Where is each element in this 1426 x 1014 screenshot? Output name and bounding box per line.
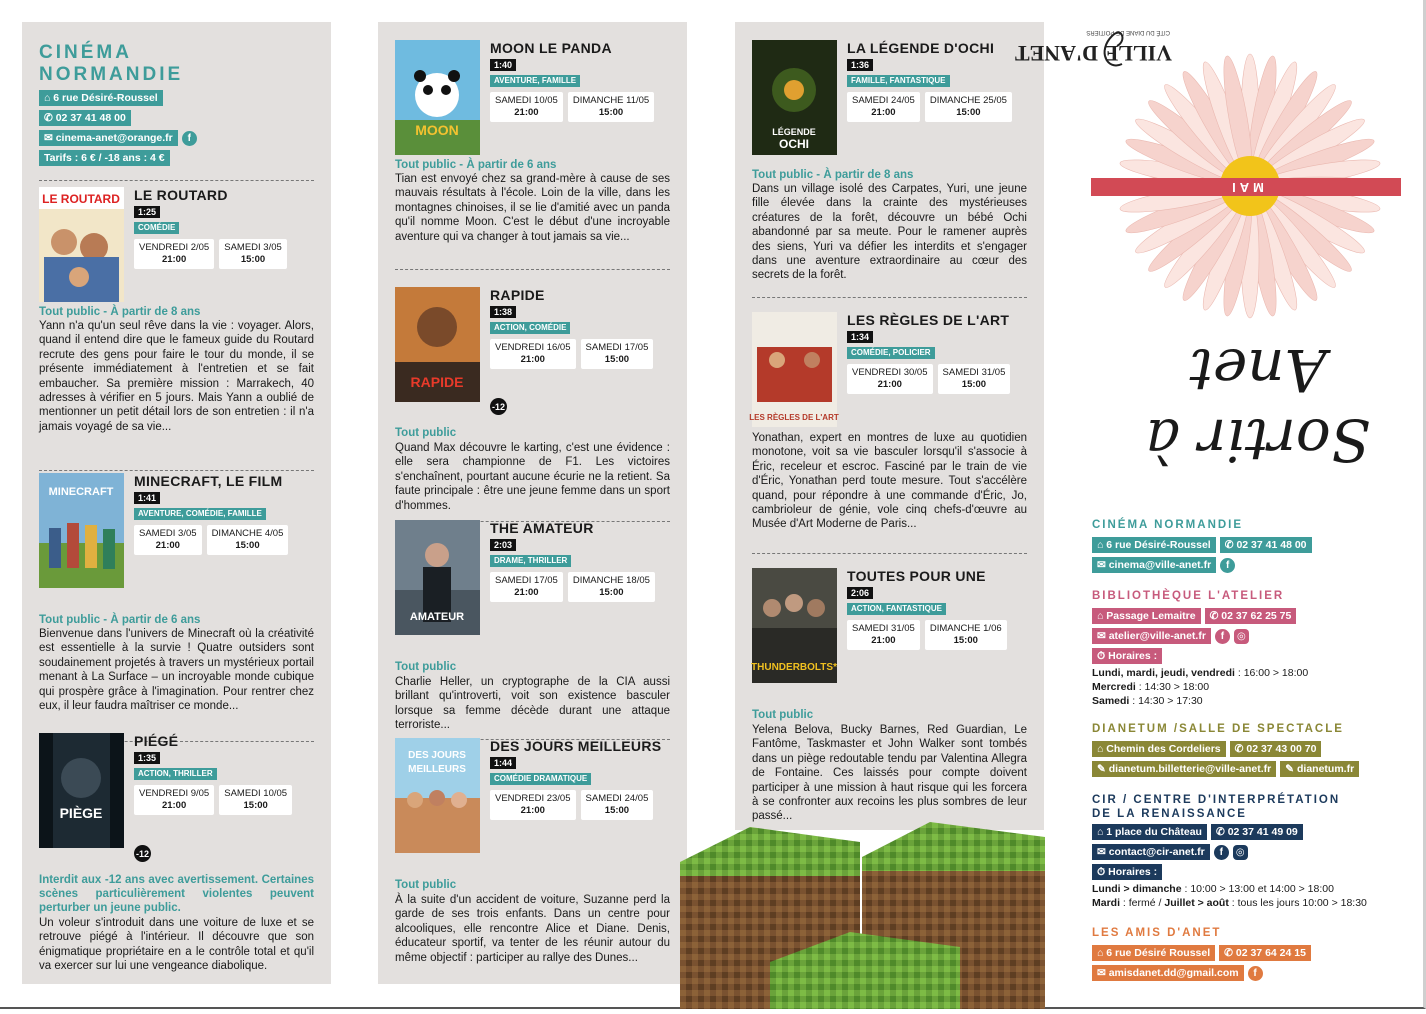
movie-card	[395, 287, 670, 517]
svg-text:LE ROUTARD: LE ROUTARD	[42, 192, 120, 206]
contact-amis-anet	[1092, 926, 1412, 981]
movie-title: THE AMATEUR	[490, 520, 594, 536]
movie-genre: ACTION, THRILLER	[134, 768, 217, 780]
dianetum-address: ⌂ Chemin des Cordeliers	[1092, 741, 1226, 757]
svg-text:LES RÈGLES DE L'ART: LES RÈGLES DE L'ART	[749, 413, 839, 422]
globe-icon: ✎	[1285, 763, 1295, 775]
movie-synopsis: Tian est envoyé chez sa grand-mère à cause de ses mauvais résultats à l'école. Loin de la ville, dans les montagnes chinoises, il se lie d'amitié avec un panda qu'il nomme Moon. C'est le début d'une incroyable aventure qui va changer à tout jamais sa vie...	[395, 173, 670, 243]
age-rating-badge: -12	[134, 845, 151, 862]
pencil-icon: ✎	[1097, 763, 1106, 775]
showtime-1: SAMEDI 17/05 21:00	[490, 572, 563, 602]
movie-card	[749, 312, 1027, 552]
movie-title: LE ROUTARD	[134, 187, 228, 203]
movie-audience: Tout public - À partir de 8 ans	[752, 169, 914, 181]
movie-audience: Tout public	[395, 661, 457, 673]
facebook-icon[interactable]: f	[1248, 966, 1263, 981]
phone-icon: ✆	[1209, 610, 1222, 622]
home-icon: ⌂	[1097, 947, 1107, 959]
showtime-1: VENDREDI 30/05 21:00	[847, 364, 933, 394]
showtime-2: DIMANCHE 25/05 15:00	[925, 92, 1012, 122]
svg-text:MEILLEURS: MEILLEURS	[408, 764, 466, 775]
svg-text:MOON: MOON	[415, 122, 459, 138]
poster-thunderbolts	[752, 568, 837, 683]
movie-audience: Tout public	[395, 427, 457, 439]
cir-hours-1: Lundi > dimanche : 10:00 > 13:00 et 14:00 > 18:00	[1092, 883, 1334, 895]
movie-genre: DRAME, THRILLER	[490, 555, 571, 567]
phone-icon: ✆	[1224, 947, 1236, 959]
svg-text:THUNDERBOLTS*: THUNDERBOLTS*	[751, 662, 837, 673]
showtime-2: SAMEDI 3/05 15:00	[219, 239, 287, 269]
svg-text:CITÉ DU DIANE DE POITIERS: CITÉ DU DIANE DE POITIERS	[1086, 29, 1170, 35]
movie-synopsis: Bienvenue dans l'univers de Minecraft où la créativité est essentielle à la survie ! Quatre outsiders sont soudainement projetés à travers un mystérieux portail menant à La Surface – un incroyable monde cubique qui prospère grâce à l'imagination. Pour rentrer chez eux, il leur faudra maîtriser ce monde...	[39, 628, 314, 713]
movie-synopsis: Yann n'a qu'un seul rêve dans la vie : voyager. Alors, quand il entend dire que le fameux guide du Routard recrute des gens pour faire le tour du monde, il se présente immédiatement à l'entretien et se fait embaucher. Sa première mission : Marrakech, 40 adresses à vérifier en 5 jours. Mais Yann a oublié de mentionner un petit détail lors de son entretien : il n'a jamais voyagé de sa vie...	[39, 320, 314, 433]
poster-ochi	[752, 40, 837, 155]
movie-duration: 2:03	[490, 539, 516, 551]
showtime-2: SAMEDI 24/05 15:00	[581, 790, 654, 820]
contact-bibliotheque	[1092, 589, 1412, 708]
movie-duration: 1:34	[847, 331, 873, 343]
facebook-icon[interactable]: f	[1220, 558, 1235, 573]
showtime-2: SAMEDI 31/05 15:00	[938, 364, 1011, 394]
movie-synopsis: Yonathan, expert en montres de luxe au quotidien monotone, voit sa vie basculer lorsqu'il s'associe à Éric, receleur et escroc. Fasciné par le train de vie d'Éric, Yonathan perd toute mesure. Tout s'accélère quand, pour répondre à une commande d'Éric, Jo, cambrioleur de génie, vole cinq chefs-d'œuvre au Musée d'Art Moderne de Paris...	[752, 432, 1027, 531]
facebook-icon[interactable]: f	[182, 131, 197, 146]
divider	[752, 553, 1027, 554]
biblio-hours-2: Mercredi : 14:30 > 18:00	[1092, 681, 1210, 693]
movie-title: MINECRAFT, LE FILM	[134, 473, 283, 489]
cinema-contact-phone: ✆ 02 37 41 48 00	[1220, 537, 1312, 553]
facebook-icon[interactable]: f	[1215, 629, 1230, 644]
svg-text:MINECRAFT: MINECRAFT	[48, 486, 114, 498]
movie-card	[39, 733, 314, 983]
poster-minecraft	[39, 473, 124, 588]
movie-synopsis: Dans un village isolé des Carpates, Yuri, une jeune fille élevée dans la crainte des mystérieuses créatures de la forêt, découvre un bébé Ochi abandonné par sa meute. Pour le ramener auprès des siens, Yuri va défier les interdits et s'engager dans une aventure extraordinaire au cœur des secrets de la forêt.	[752, 183, 1027, 282]
minecraft-blocks-illustration	[680, 822, 1045, 1009]
movie-genre: COMÉDIE DRAMATIQUE	[490, 773, 591, 785]
movie-title: DES JOURS MEILLEURS	[490, 738, 662, 754]
phone-icon: ✆	[1234, 743, 1247, 755]
month-banner: MAI	[1091, 178, 1401, 196]
biblio-hours-1: Lundi, mardi, jeudi, vendredi : 16:00 > 18:00	[1092, 667, 1309, 679]
movie-genre: COMÉDIE	[134, 222, 179, 234]
showtime-1: VENDREDI 9/05 21:00	[134, 785, 214, 815]
showtime-1: VENDREDI 16/05 21:00	[490, 339, 576, 369]
clock-icon: ⏱	[1097, 866, 1106, 878]
showtime-1: VENDREDI 23/05 21:00	[490, 790, 576, 820]
cinema-tarifs-tag: Tarifs : 6 € / -18 ans : 4 €	[39, 150, 170, 166]
svg-text:OCHI: OCHI	[779, 137, 809, 151]
cinema-title: CINÉMA NORMANDIE	[39, 42, 184, 85]
movie-card	[39, 473, 314, 758]
svg-text:PIÈGE: PIÈGE	[59, 805, 103, 821]
amis-address: ⌂ 6 rue Désiré Roussel	[1092, 945, 1215, 961]
movie-synopsis: Quand Max découvre le karting, c'est une évidence : elle sera championne de F1. Les victoires s'enchaînent, pourtant aucune écurie ne la retient. Sa faute principale : être une jeune femme dans un sport d'hommes.	[395, 442, 670, 512]
contact-cinema	[1092, 518, 1412, 573]
amis-phone: ✆ 02 37 64 24 15	[1219, 945, 1311, 961]
showtime-1: SAMEDI 10/05 21:00	[490, 92, 563, 122]
showtime-1: SAMEDI 24/05 21:00	[847, 92, 920, 122]
movie-title: MOON LE PANDA	[490, 40, 612, 56]
home-icon: ⌂	[1097, 826, 1107, 838]
svg-text:VILLE D'ANET: VILLE D'ANET	[1014, 41, 1172, 66]
cir-address: ⌂ 1 place du Château	[1092, 824, 1207, 840]
showtime-2: DIMANCHE 1/06 15:00	[925, 620, 1007, 650]
cir-hours-label: ⏱ Horaires :	[1092, 864, 1162, 880]
movie-title: LA LÉGENDE D'OCHI	[847, 40, 995, 56]
movie-audience: Tout public	[752, 709, 814, 721]
movie-synopsis: Charlie Heller, un cryptographe de la CIA aussi brillant qu'introverti, voit son existence basculer lorsque sa femme décède durant une attaque terroriste...	[395, 676, 670, 732]
column-3	[735, 22, 1044, 830]
svg-text:LÉGENDE: LÉGENDE	[772, 127, 816, 137]
cinema-phone-tag: ✆ 02 37 41 48 00	[39, 110, 131, 126]
movie-card	[395, 738, 670, 983]
movie-genre: AVENTURE, FAMILLE	[490, 75, 580, 87]
movie-card	[751, 568, 1027, 823]
movie-duration: 1:36	[847, 59, 873, 71]
cir-hours-2: Mardi : fermé / Juillet > août : tous les jours 10:00 > 18:30	[1092, 897, 1367, 909]
biblio-phone: ✆ 02 37 62 25 75	[1205, 608, 1297, 624]
movie-synopsis: Yelena Belova, Bucky Barnes, Red Guardian, Le Fantôme, Taskmaster et John Walker sont tombés dans un piège redoutable tendu par Valentina Allegra de Fontaine. Ces laissés pour compte doivent participer à une mission à haut risque qui les forcera à se confronter aux recoins les plus sombres de leur passé...	[752, 724, 1027, 823]
home-icon: ⌂	[44, 92, 54, 104]
instagram-icon[interactable]: ◎	[1233, 845, 1248, 860]
divider	[752, 297, 1027, 298]
divider	[39, 470, 314, 471]
movie-duration: 1:41	[134, 492, 160, 504]
cir-contact-title: CIR / CENTRE D'INTERPRÉTATION DE LA RENAISSANCE	[1092, 794, 1341, 820]
dianetum-contact-title: DIANETUM /SALLE DE SPECTACLE	[1092, 723, 1344, 735]
amis-email[interactable]: ✉ amisdanet.dd@gmail.com	[1092, 965, 1244, 981]
contact-cir	[1092, 793, 1412, 910]
showtime-2: SAMEDI 10/05 15:00	[219, 785, 292, 815]
movie-audience: Tout public - À partir de 6 ans	[39, 614, 201, 626]
movie-duration: 1:35	[134, 752, 160, 764]
movie-audience: Tout public - À partir de 6 ans	[395, 159, 557, 171]
dianetum-website[interactable]: ✎ dianetum.fr	[1280, 761, 1359, 777]
clock-icon: ⏱	[1097, 650, 1106, 662]
poster-des-jours-meilleurs	[395, 738, 480, 853]
column-1	[22, 22, 331, 984]
facebook-icon[interactable]: f	[1214, 845, 1229, 860]
phone-icon: ✆	[44, 112, 56, 124]
cir-phone: ✆ 02 37 41 49 09	[1211, 824, 1303, 840]
poster-amateur	[395, 520, 480, 635]
movie-genre: AVENTURE, COMÉDIE, FAMILLE	[134, 508, 266, 520]
home-icon: ⌂	[1097, 743, 1107, 755]
biblio-address: ⌂ Passage Lemaitre	[1092, 608, 1201, 624]
mail-icon: ✉	[1097, 846, 1109, 858]
movie-duration: 1:40	[490, 59, 516, 71]
cir-email[interactable]: ✉ contact@cir-anet.fr	[1092, 844, 1210, 860]
movie-card	[395, 40, 670, 285]
movie-synopsis: Un voleur s'introduit dans une voiture de luxe et se retrouve piégé à l'intérieur. Il découvre que son énigmatique propriétaire en a le contrôle total et qu'il va exercer sur lui une vengeance diabolique.	[39, 917, 314, 973]
svg-text:RAPIDE: RAPIDE	[410, 374, 464, 390]
home-icon: ⌂	[1097, 539, 1107, 551]
amis-contact-title: LES AMIS D'ANET	[1092, 927, 1222, 939]
poster-regles-art	[749, 312, 839, 427]
svg-text:AMATEUR: AMATEUR	[409, 611, 465, 623]
movie-synopsis: À la suite d'un accident de voiture, Suzanne perd la garde de ses trois enfants. Dans un centre pour alcooliques, elle rencontre Alice et Diane. Denis, éducateur sportif, va tenter de les réunir autour du même objectif : participer au rallye des Dunes...	[395, 894, 670, 964]
showtime-1: SAMEDI 3/05 21:00	[134, 525, 202, 555]
mail-icon: ✉	[44, 132, 56, 144]
movie-duration: 1:25	[134, 206, 160, 218]
movie-title: TOUTES POUR UNE	[847, 568, 986, 584]
dianetum-phone: ✆ 02 37 43 00 70	[1230, 741, 1322, 757]
column-2	[378, 22, 687, 984]
home-icon: ⌂	[1097, 610, 1107, 622]
movie-title: PIÉGÉ	[134, 733, 179, 749]
showtime-1: VENDREDI 2/05 21:00	[134, 239, 214, 269]
cinema-contact-email[interactable]: ✉ cinema@ville-anet.fr	[1092, 557, 1216, 573]
phone-icon: ✆	[1215, 826, 1228, 838]
biblio-hours-3: Samedi : 14:30 > 17:30	[1092, 695, 1203, 707]
contact-dianetum	[1092, 722, 1412, 777]
cinema-email-tag[interactable]: ✉ cinema-anet@orange.fr	[39, 130, 178, 146]
dianetum-email[interactable]: ✎ dianetum.billetterie@ville-anet.fr	[1092, 761, 1276, 777]
poster-rapide	[395, 287, 480, 402]
movie-audience: Tout public	[395, 879, 457, 891]
movie-card	[752, 40, 1027, 300]
movie-audience: Interdit aux -12 ans avec avertissement. Certaines scènes particulièrement violentes peuvent perturber un jeune public.	[39, 874, 314, 914]
cinema-contact-title: CINÉMA NORMANDIE	[1092, 519, 1244, 531]
movie-duration: 1:38	[490, 306, 516, 318]
showtime-2: DIMANCHE 18/05 15:00	[568, 572, 655, 602]
movie-genre: FAMILLE, FANTASTIQUE	[847, 75, 950, 87]
movie-duration: 1:44	[490, 757, 516, 769]
movie-genre: ACTION, FANTASTIQUE	[847, 603, 946, 615]
divider	[395, 269, 670, 270]
mail-icon: ✉	[1097, 559, 1109, 571]
movie-card	[39, 187, 314, 477]
sortir-a-anet-title: Sortir à Anet	[1145, 336, 1371, 474]
movie-genre: COMÉDIE, POLICIER	[847, 347, 935, 359]
cinema-address-tag: ⌂ 6 rue Désiré-Roussel	[39, 90, 163, 106]
poster-moon	[395, 40, 480, 155]
movie-card	[395, 520, 670, 730]
svg-text:DES JOURS: DES JOURS	[408, 750, 466, 761]
phone-icon: ✆	[1224, 539, 1237, 551]
showtime-2: SAMEDI 17/05 15:00	[581, 339, 654, 369]
showtime-2: DIMANCHE 4/05 15:00	[207, 525, 289, 555]
biblio-contact-title: BIBLIOTHÈQUE L'ATELIER	[1092, 590, 1285, 602]
divider	[39, 180, 314, 181]
instagram-icon[interactable]: ◎	[1234, 629, 1249, 644]
showtime-2: DIMANCHE 11/05 15:00	[568, 92, 654, 122]
age-rating-badge: -12	[490, 398, 507, 415]
cinema-contact-address: ⌂ 6 rue Désiré-Roussel	[1092, 537, 1216, 553]
mail-icon: ✉	[1097, 630, 1109, 642]
biblio-email[interactable]: ✉ atelier@ville-anet.fr	[1092, 628, 1211, 644]
poster-piege	[39, 733, 124, 848]
mail-icon: ✉	[1097, 967, 1109, 979]
showtime-1: SAMEDI 31/05 21:00	[847, 620, 920, 650]
movie-title: LES RÈGLES DE L'ART	[847, 312, 1010, 328]
poster-le-routard	[39, 187, 124, 302]
movie-genre: ACTION, COMÉDIE	[490, 322, 570, 334]
biblio-hours-label: ⏱ Horaires :	[1092, 648, 1162, 664]
movie-audience: Tout public - À partir de 8 ans	[39, 306, 201, 318]
movie-title: RAPIDE	[490, 287, 545, 303]
movie-duration: 2:06	[847, 587, 873, 599]
